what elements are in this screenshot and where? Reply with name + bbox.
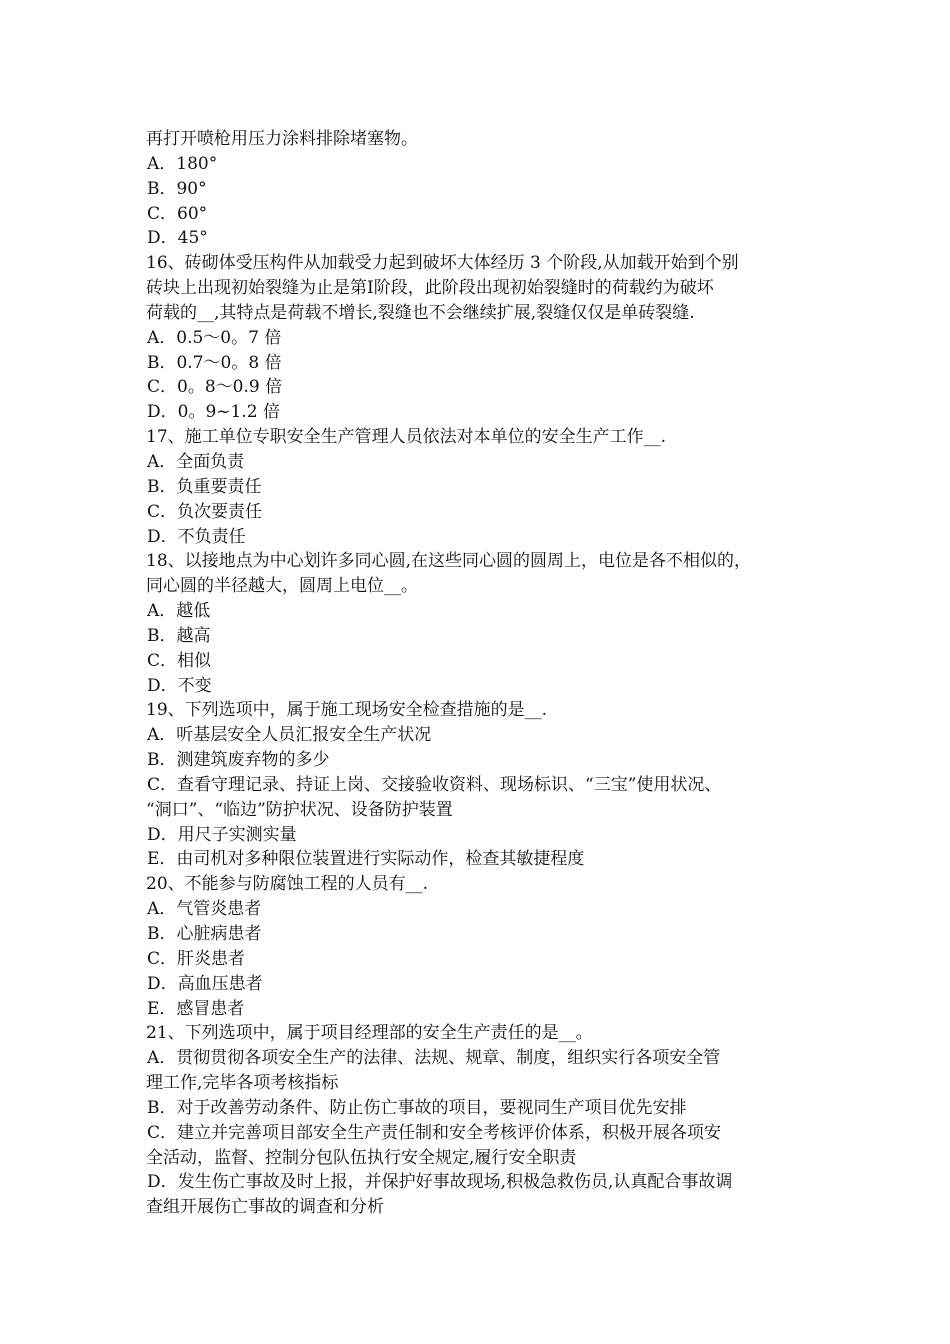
answer-option: C．肝炎患者 (147, 948, 246, 969)
answer-option: A．贯彻贯彻各项安全生产的法律、法规、规章、制度，组织实行各项安全管 (147, 1048, 721, 1069)
answer-option: A．0.5～0。7 倍 (147, 327, 282, 348)
answer-option: D．不变 (147, 675, 212, 696)
answer-option: E．由司机对多种限位装置进行实际动作，检查其敏捷程度 (147, 849, 585, 870)
answer-option: B．90° (147, 178, 207, 199)
answer-option: A．越低 (147, 601, 211, 622)
question-text: 21、下列选项中，属于项目经理部的安全生产责任的是__。 (146, 1023, 593, 1044)
question-text: 20、不能参与防腐蚀工程的人员有__. (146, 874, 429, 895)
answer-option: C．建立并完善项目部安全生产责任制和安全考核评价体系，积极开展各项安 (147, 1122, 722, 1143)
text-line: 理工作,完毕各项考核指标 (146, 1073, 339, 1094)
text-line: 荷载的__,其特点是荷载不增长,裂缝也不会继续扩展,裂缝仅仅是单砖裂缝. (146, 302, 695, 323)
answer-option: C．查看守理记录、持证上岗、交接验收资料、现场标识、“三宝”使用状况、 (147, 774, 722, 795)
answer-option: D．用尺子实测实量 (147, 824, 297, 845)
answer-option: B．负重要责任 (147, 476, 262, 497)
answer-option: D．0。9~1.2 倍 (147, 402, 280, 423)
answer-option: D．不负责任 (147, 526, 246, 547)
text-line: 砖块上出现初始裂缝为止是第Ⅰ阶段，此阶段出现初始裂缝时的荷载约为破坏 (146, 278, 714, 299)
answer-option: C．0。8～0.9 倍 (147, 377, 283, 398)
text-line: 查组开展伤亡事故的调查和分析 (146, 1197, 384, 1218)
answer-option: C．负次要责任 (147, 501, 263, 522)
answer-option: B．越高 (147, 625, 211, 646)
text-line: 同心圆的半径越大，圆周上电位__。 (146, 576, 418, 597)
answer-option: A．180° (147, 153, 218, 174)
answer-option: C．相似 (147, 650, 212, 671)
question-text: 16、砖砌体受压构件从加载受力起到破坏大体经历 3 个阶段,从加载开始到个别 (146, 253, 739, 274)
text-line: 再打开喷枪用压力涂料排除堵塞物。 (146, 129, 418, 149)
answer-option: D．发生伤亡事故及时上报，并保护好事故现场,积极急救伤员,认真配合事故调 (147, 1172, 733, 1193)
answer-option: A．全面负责 (147, 451, 245, 472)
answer-option: B．对于改善劳动条件、防止伤亡事故的项目，要视同生产项目优先安排 (147, 1097, 687, 1118)
answer-option: A．气管炎患者 (147, 899, 262, 920)
question-text: 19、下列选项中，属于施工现场安全检查措施的是__. (146, 700, 548, 721)
answer-option: A．听基层安全人员汇报安全生产状况 (147, 725, 432, 746)
answer-option: B．心脏病患者 (147, 924, 262, 944)
answer-option: D．高血压患者 (147, 973, 263, 994)
answer-option: B．测建筑废弃物的多少 (147, 750, 330, 771)
document-body (146, 127, 826, 1220)
answer-option: C．60° (147, 203, 208, 224)
question-text: 17、施工单位专职安全生产管理人员依法对本单位的安全生产工作__. (146, 427, 667, 448)
answer-option: E．感冒患者 (147, 998, 245, 1019)
answer-option: B．0.7～0。8 倍 (147, 352, 282, 373)
answer-option: D．45° (147, 228, 208, 249)
text-line: 全活动，监督、控制分包队伍执行安全规定,履行安全职责 (146, 1147, 577, 1168)
question-text: 18、以接地点为中心划许多同心圆,在这些同心圆的圆周上，电位是各不相似的， (146, 551, 752, 572)
text-line: “洞口”、“临边”防护状况、设备防护装置 (146, 799, 453, 820)
